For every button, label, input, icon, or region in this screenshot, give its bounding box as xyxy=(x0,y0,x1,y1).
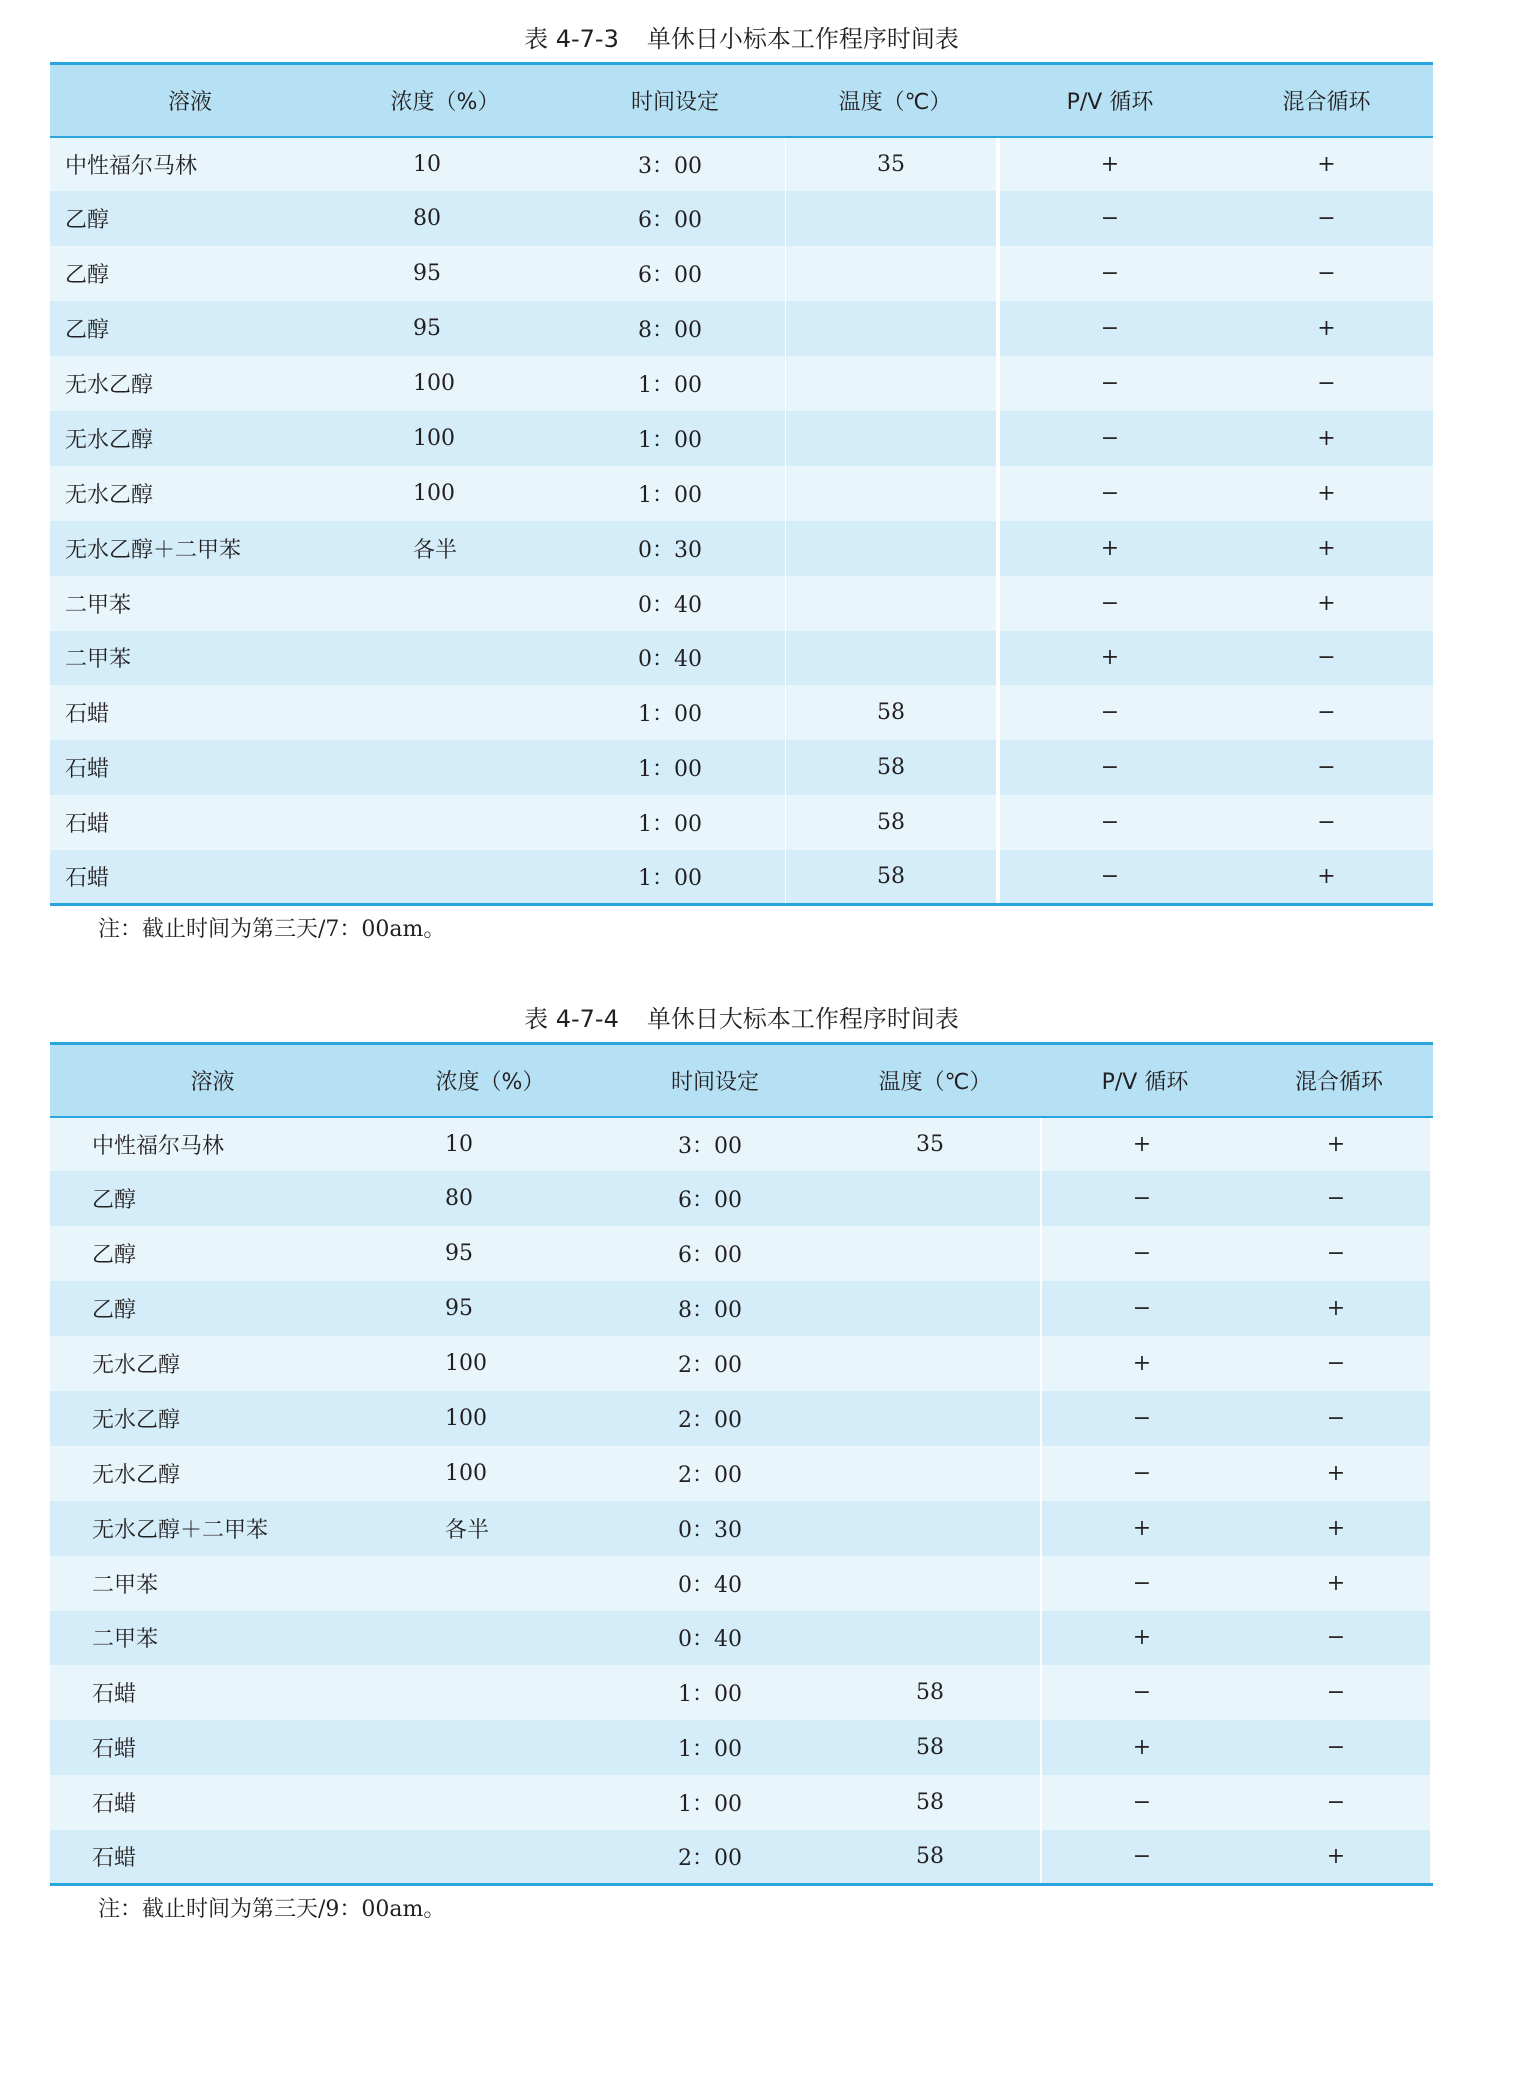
cell-solution: 乙醇 xyxy=(92,1243,137,1269)
cell-concentration: 95 xyxy=(445,1241,473,1267)
cell-time-setting: 0：40 xyxy=(638,592,702,618)
column-header-mixing-cycle: 混合循环 xyxy=(1245,1044,1433,1117)
table-row xyxy=(50,1556,1433,1611)
cell-solution: 无水乙醇 xyxy=(65,373,154,398)
table-row xyxy=(50,850,1433,905)
cell-pv-cycle: − xyxy=(1132,1460,1152,1486)
table-number: 表 4-7-4 xyxy=(524,1005,619,1033)
cell-temperature xyxy=(820,1391,1040,1446)
cell-pv-cycle: − xyxy=(1132,1680,1152,1706)
cell-mixing-cycle: − xyxy=(1317,371,1336,396)
cell-mixing-cycle: − xyxy=(1317,206,1336,232)
cell-solution: 中性福尔马林 xyxy=(92,1133,225,1159)
cell-mixing-cycle: − xyxy=(1326,1241,1346,1267)
cell-pv-cycle: − xyxy=(1100,810,1120,836)
table-title: 单休日大标本工作程序时间表 xyxy=(646,1005,959,1033)
table-row xyxy=(50,740,1433,795)
column-header-mixing-cycle: 混合循环 xyxy=(1220,64,1433,137)
cell-mixing-cycle: − xyxy=(1326,1790,1346,1816)
cell-mixing-cycle: − xyxy=(1326,1625,1346,1651)
cell-solution: 中性福尔马林 xyxy=(65,153,198,179)
cell-mixing-cycle: + xyxy=(1317,480,1336,506)
cell-mixing-cycle: − xyxy=(1317,700,1336,726)
cell-time-setting: 6：00 xyxy=(678,1243,742,1269)
cell-time-setting: 6：00 xyxy=(678,1188,742,1214)
cell-temperature: 58 xyxy=(877,755,905,781)
cell-solution: 无水乙醇 xyxy=(92,1462,181,1488)
cell-solution: 无水乙醇＋二甲苯 xyxy=(92,1517,269,1543)
cell-mixing-cycle: + xyxy=(1317,151,1336,177)
cell-pv-cycle: − xyxy=(1100,700,1120,726)
cell-time-setting: 0：30 xyxy=(678,1517,742,1543)
table-row xyxy=(50,795,1433,850)
cell-pv-cycle: + xyxy=(1132,1515,1152,1541)
cell-concentration xyxy=(375,1720,605,1775)
cell-pv-cycle: − xyxy=(1132,1790,1152,1816)
cell-temperature xyxy=(820,1336,1040,1391)
cell-mixing-cycle: + xyxy=(1326,1570,1346,1596)
cell-pv-cycle: + xyxy=(1132,1625,1152,1651)
cell-time-setting: 1：00 xyxy=(638,373,702,398)
cell-time-setting: 1：00 xyxy=(638,702,702,728)
table-row xyxy=(50,1830,1433,1885)
cell-mixing-cycle: − xyxy=(1317,810,1336,836)
cell-time-setting: 1：00 xyxy=(638,812,702,838)
cell-solution: 无水乙醇 xyxy=(92,1353,181,1378)
cell-concentration: 100 xyxy=(445,1351,487,1376)
cell-temperature xyxy=(820,1226,1040,1281)
cell-pv-cycle: − xyxy=(1000,850,1220,905)
column-header-temperature: 温度（℃） xyxy=(790,64,1000,137)
table-row xyxy=(50,1336,1433,1391)
cell-solution: 石蜡 xyxy=(92,1682,137,1708)
cell-pv-cycle: − xyxy=(1100,755,1120,781)
cell-concentration: 100 xyxy=(445,1405,487,1431)
cell-time-setting: 1：00 xyxy=(638,757,702,783)
cell-time-setting: 6：00 xyxy=(638,263,702,289)
cell-time-setting: 1：00 xyxy=(678,1737,742,1763)
cell-pv-cycle: + xyxy=(1100,151,1120,177)
cell-concentration: 100 xyxy=(445,1460,487,1486)
cell-temperature xyxy=(786,301,996,356)
cell-concentration: 95 xyxy=(445,1296,473,1322)
cell-pv-cycle: − xyxy=(1100,590,1120,616)
table-row xyxy=(50,191,1433,246)
cell-temperature xyxy=(786,631,996,686)
cell-mixing-cycle: − xyxy=(1317,261,1336,287)
cell-time-setting: 2：00 xyxy=(678,1353,742,1378)
table-header-row xyxy=(50,64,1433,137)
cell-time-setting: 3：00 xyxy=(638,153,702,179)
cell-concentration: 100 xyxy=(413,371,455,396)
table-caption xyxy=(50,996,1433,1042)
cell-temperature xyxy=(820,1501,1040,1556)
cell-mixing-cycle: − xyxy=(1326,1680,1346,1706)
cell-solution: 无水乙醇 xyxy=(65,482,154,508)
cell-time-setting: 1：00 xyxy=(638,427,702,453)
schedule-table-small-specimen xyxy=(50,62,1433,906)
column-header-pv-cycle: P/V 循环 xyxy=(1000,64,1220,137)
cell-mixing-cycle: + xyxy=(1317,590,1336,616)
cell-pv-cycle: − xyxy=(1132,1570,1152,1596)
cell-temperature xyxy=(786,576,996,631)
cell-concentration xyxy=(330,576,560,631)
cell-concentration xyxy=(375,1775,605,1830)
table-row xyxy=(50,1117,1433,1172)
cell-time-setting: 3：00 xyxy=(678,1133,742,1159)
cell-mixing-cycle: + xyxy=(1242,1830,1430,1885)
cell-mixing-cycle: + xyxy=(1326,1515,1346,1541)
table-row xyxy=(50,1391,1433,1446)
cell-concentration xyxy=(330,685,560,740)
cell-mixing-cycle: − xyxy=(1326,1405,1346,1431)
cell-temperature: 58 xyxy=(877,810,905,836)
cell-concentration xyxy=(375,1611,605,1666)
cell-pv-cycle: + xyxy=(1132,1735,1152,1761)
table-row xyxy=(50,1446,1433,1501)
cell-temperature xyxy=(820,1611,1040,1666)
column-header-temperature: 温度（℃） xyxy=(825,1044,1045,1117)
cell-temperature: 35 xyxy=(916,1131,944,1157)
cell-temperature xyxy=(820,1171,1040,1226)
cell-time-setting: 1：00 xyxy=(555,850,785,905)
cell-time-setting: 8：00 xyxy=(678,1298,742,1324)
cell-time-setting: 0：40 xyxy=(638,647,702,673)
table-block-4-7-4 xyxy=(50,996,1433,1928)
cell-temperature: 58 xyxy=(877,700,905,726)
table-row xyxy=(50,1501,1433,1556)
table-row xyxy=(50,301,1433,356)
cell-pv-cycle: − xyxy=(1100,261,1120,287)
table-row xyxy=(50,466,1433,521)
cell-concentration: 10 xyxy=(445,1131,473,1157)
column-header-concentration: 浓度（%） xyxy=(375,1044,605,1117)
cell-concentration: 10 xyxy=(413,151,441,177)
cell-time-setting: 2：00 xyxy=(678,1462,742,1488)
cell-temperature xyxy=(786,411,996,466)
cell-concentration: 各半 xyxy=(413,537,458,563)
cell-solution: 二甲苯 xyxy=(65,592,132,618)
cell-pv-cycle: − xyxy=(1132,1186,1152,1212)
cell-solution: 二甲苯 xyxy=(92,1627,159,1653)
cell-pv-cycle: + xyxy=(1132,1131,1152,1157)
cell-temperature xyxy=(786,246,996,301)
cell-time-setting: 2：00 xyxy=(678,1407,742,1433)
cell-solution: 乙醇 xyxy=(92,1188,137,1214)
column-header-pv-cycle: P/V 循环 xyxy=(1045,1044,1245,1117)
cell-solution: 石蜡 xyxy=(92,1737,137,1763)
table-row xyxy=(50,1720,1433,1775)
cell-temperature: 58 xyxy=(916,1680,944,1706)
cell-solution: 乙醇 xyxy=(65,208,110,234)
column-header-solution: 溶液 xyxy=(50,64,330,137)
cell-mixing-cycle: − xyxy=(1326,1735,1346,1761)
cell-time-setting: 6：00 xyxy=(638,208,702,234)
table-caption xyxy=(50,16,1433,62)
table-note: 注：截止时间为第三天/9：00am。 xyxy=(98,1897,446,1923)
cell-solution: 石蜡 xyxy=(50,850,330,905)
table-row xyxy=(50,631,1433,686)
cell-mixing-cycle: + xyxy=(1326,1131,1346,1157)
cell-temperature xyxy=(820,1556,1040,1611)
table-row xyxy=(50,411,1433,466)
cell-temperature xyxy=(786,521,996,576)
cell-pv-cycle: − xyxy=(1100,206,1120,232)
table-row xyxy=(50,356,1433,411)
cell-concentration xyxy=(330,850,560,905)
cell-pv-cycle: − xyxy=(1132,1241,1152,1267)
cell-solution: 无水乙醇 xyxy=(65,427,154,453)
cell-temperature xyxy=(820,1281,1040,1336)
cell-pv-cycle: − xyxy=(1100,371,1120,396)
cell-mixing-cycle: + xyxy=(1317,425,1336,451)
cell-concentration: 100 xyxy=(413,480,455,506)
cell-temperature xyxy=(820,1446,1040,1501)
cell-pv-cycle: + xyxy=(1100,645,1120,671)
schedule-table-large-specimen xyxy=(50,1042,1433,1886)
cell-pv-cycle: − xyxy=(1132,1405,1152,1431)
table-title: 单休日小标本工作程序时间表 xyxy=(646,25,959,53)
cell-time-setting: 1：00 xyxy=(678,1682,742,1708)
cell-concentration xyxy=(330,740,560,795)
cell-temperature xyxy=(786,356,996,411)
cell-solution: 石蜡 xyxy=(50,1830,375,1885)
cell-mixing-cycle: + xyxy=(1326,1460,1346,1486)
cell-pv-cycle: − xyxy=(1132,1296,1152,1322)
cell-time-setting: 0：30 xyxy=(638,537,702,563)
column-header-concentration: 浓度（%） xyxy=(330,64,560,137)
cell-time-setting: 8：00 xyxy=(638,318,702,344)
table-row xyxy=(50,1665,1433,1720)
table-block-4-7-3 xyxy=(50,16,1433,948)
cell-pv-cycle: − xyxy=(1100,316,1120,342)
cell-solution: 乙醇 xyxy=(65,263,110,289)
cell-solution: 乙醇 xyxy=(92,1298,137,1324)
table-row xyxy=(50,1775,1433,1830)
cell-time-setting: 2：00 xyxy=(600,1830,820,1885)
cell-mixing-cycle: − xyxy=(1317,645,1336,671)
cell-temperature: 35 xyxy=(877,151,905,177)
cell-mixing-cycle: − xyxy=(1317,755,1336,781)
cell-temperature xyxy=(786,466,996,521)
cell-temperature: 58 xyxy=(786,850,996,905)
cell-concentration xyxy=(375,1556,605,1611)
cell-solution: 石蜡 xyxy=(65,702,110,728)
cell-mixing-cycle: − xyxy=(1326,1351,1346,1376)
cell-mixing-cycle: + xyxy=(1220,850,1433,905)
cell-concentration xyxy=(330,795,560,850)
column-header-time-setting: 时间设定 xyxy=(605,1044,825,1117)
cell-solution: 石蜡 xyxy=(92,1792,137,1818)
table-row xyxy=(50,685,1433,740)
cell-concentration: 80 xyxy=(445,1186,473,1212)
cell-temperature: 58 xyxy=(916,1735,944,1761)
cell-solution: 无水乙醇＋二甲苯 xyxy=(65,537,242,563)
cell-mixing-cycle: + xyxy=(1326,1296,1346,1322)
cell-solution: 二甲苯 xyxy=(92,1572,159,1598)
table-row xyxy=(50,1171,1433,1226)
cell-concentration: 95 xyxy=(413,261,441,287)
column-header-time-setting: 时间设定 xyxy=(560,64,790,137)
table-row xyxy=(50,246,1433,301)
cell-temperature: 58 xyxy=(820,1830,1040,1885)
column-header-solution: 溶液 xyxy=(50,1044,375,1117)
table-row xyxy=(50,1611,1433,1666)
cell-pv-cycle: + xyxy=(1132,1351,1152,1376)
table-note: 注：截止时间为第三天/7：00am。 xyxy=(98,917,446,943)
cell-concentration xyxy=(375,1665,605,1720)
cell-pv-cycle: − xyxy=(1042,1830,1242,1885)
table-row xyxy=(50,1281,1433,1336)
cell-concentration: 80 xyxy=(413,206,441,232)
table-row xyxy=(50,137,1433,192)
cell-mixing-cycle: + xyxy=(1317,316,1336,342)
cell-concentration xyxy=(375,1830,605,1885)
table-row xyxy=(50,576,1433,631)
cell-time-setting: 0：40 xyxy=(678,1627,742,1653)
cell-solution: 乙醇 xyxy=(65,318,110,344)
cell-time-setting: 0：40 xyxy=(678,1572,742,1598)
cell-concentration: 100 xyxy=(413,425,455,451)
cell-temperature: 58 xyxy=(916,1790,944,1816)
cell-solution: 无水乙醇 xyxy=(92,1407,181,1433)
cell-solution: 石蜡 xyxy=(65,757,110,783)
cell-solution: 石蜡 xyxy=(65,812,110,838)
cell-mixing-cycle: − xyxy=(1326,1186,1346,1212)
table-number: 表 4-7-3 xyxy=(524,25,619,53)
table-header-row xyxy=(50,1044,1433,1117)
cell-time-setting: 1：00 xyxy=(638,482,702,508)
cell-pv-cycle: + xyxy=(1100,535,1120,561)
cell-mixing-cycle: + xyxy=(1317,535,1336,561)
cell-temperature xyxy=(786,191,996,246)
cell-solution: 二甲苯 xyxy=(65,647,132,673)
cell-pv-cycle: − xyxy=(1100,425,1120,451)
cell-time-setting: 1：00 xyxy=(678,1792,742,1818)
cell-pv-cycle: − xyxy=(1100,480,1120,506)
cell-concentration: 95 xyxy=(413,316,441,342)
table-row xyxy=(50,521,1433,576)
cell-concentration: 各半 xyxy=(445,1517,490,1543)
table-row xyxy=(50,1226,1433,1281)
cell-concentration xyxy=(330,631,560,686)
